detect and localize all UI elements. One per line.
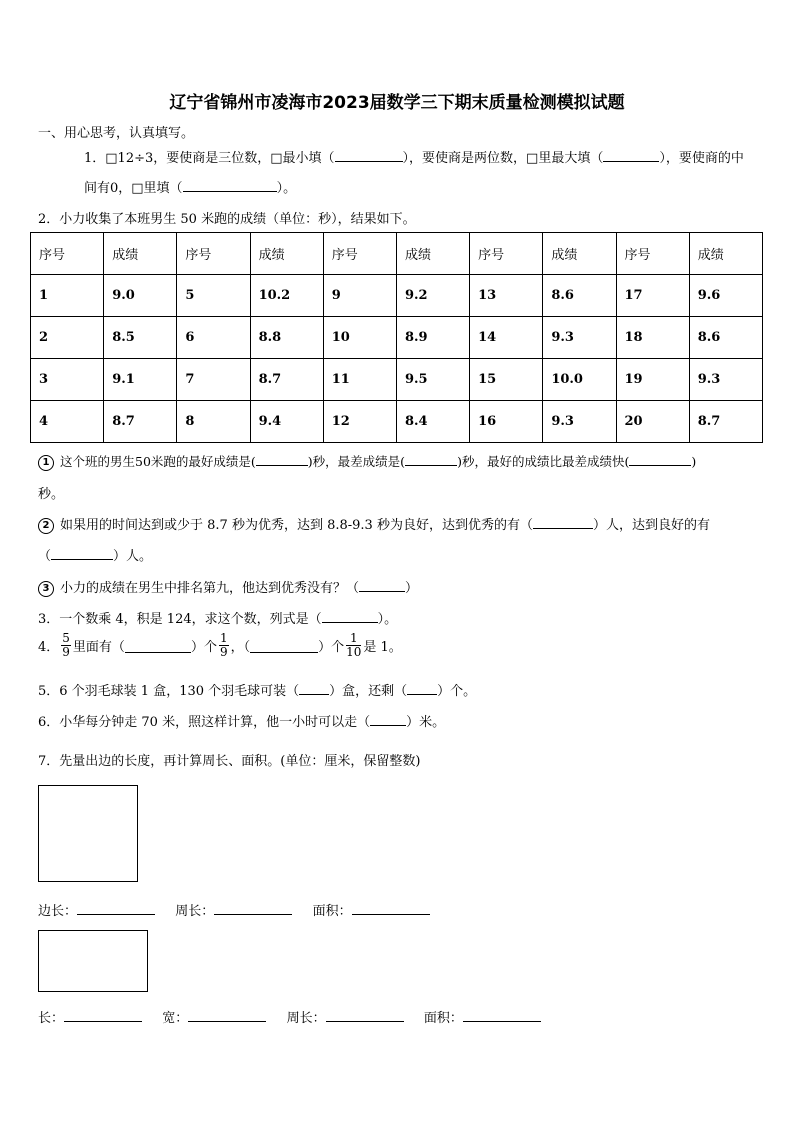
answer-blank[interactable]	[250, 638, 318, 653]
table-cell: 8.9	[396, 317, 469, 359]
q3-text-a: 3．一个数乘 4，积是 124，求这个数，列式是（	[38, 612, 322, 627]
fraction-denominator: 10	[346, 645, 362, 659]
question-4	[38, 632, 402, 659]
perimeter-label: 周长：	[175, 904, 215, 919]
sub2-text-a: 如果用的时间达到或少于 8.7 秒为优秀，达到 8.8-9.3 秒为良好，达到优秀的有（	[60, 518, 533, 533]
header-cell: 序号	[323, 233, 396, 275]
table-cell: 9.1	[104, 359, 177, 401]
answer-blank[interactable]	[370, 711, 406, 726]
rectangle-figure	[38, 930, 148, 992]
question-2-sub-2	[38, 514, 710, 534]
answer-blank[interactable]	[256, 451, 308, 466]
q6-text-a: 6．小华每分钟走 70 米，照这样计算，他一小时可以走（	[38, 715, 371, 730]
q4-text-c: ）个	[190, 640, 217, 655]
page-title: 辽宁省锦州市凌海市2023届数学三下期末质量检测模拟试题	[169, 93, 625, 113]
sub1-text-b: )秒，最差成绩是(	[307, 454, 406, 469]
sub2-text-d: ）人。	[113, 549, 153, 564]
circled-number-badge: 3	[38, 581, 54, 597]
table-cell: 9.6	[689, 275, 762, 317]
sub2-text-c: （	[38, 549, 52, 564]
answer-blank[interactable]	[629, 451, 691, 466]
q4-text-e: ）个	[318, 640, 345, 655]
q6-text-b: ）米。	[406, 715, 446, 730]
header-cell: 序号	[616, 233, 689, 275]
question-7-intro: 7．先量出边的长度，再计算周长、面积。(单位：厘米，保留整数)	[38, 754, 421, 769]
answer-blank[interactable]	[603, 147, 659, 162]
table-header-row	[31, 233, 763, 275]
header-cell: 序号	[31, 233, 104, 275]
circled-number-badge: 2	[38, 518, 54, 534]
question-2-intro: 2．小力收集了本班男生 50 米跑的成绩（单位：秒），结果如下。	[38, 212, 416, 227]
sub3-text-b: ）	[405, 581, 419, 596]
q4-text-a: 4．	[38, 640, 60, 655]
header-cell: 成绩	[396, 233, 469, 275]
header-cell: 序号	[470, 233, 543, 275]
answer-blank[interactable]	[322, 608, 378, 623]
table-cell: 8	[177, 401, 250, 443]
table-cell: 18	[616, 317, 689, 359]
table-row	[31, 359, 763, 401]
fraction-denominator: 9	[219, 645, 228, 659]
sub3-text-a: 小力的成绩在男生中排名第九，他达到优秀没有？（	[60, 581, 360, 596]
table-cell: 8.7	[250, 359, 323, 401]
table-cell: 17	[616, 275, 689, 317]
answer-blank[interactable]	[51, 545, 113, 560]
table-cell: 12	[323, 401, 396, 443]
table-cell: 8.5	[104, 317, 177, 359]
question-2-sub-2-cont	[38, 545, 152, 564]
header-cell: 成绩	[689, 233, 762, 275]
question-2-sub-1	[38, 451, 696, 471]
table-cell: 8.6	[689, 317, 762, 359]
table-cell: 7	[177, 359, 250, 401]
table-cell: 10	[323, 317, 396, 359]
table-cell: 6	[177, 317, 250, 359]
table-cell: 4	[31, 401, 104, 443]
table-cell: 1	[31, 275, 104, 317]
question-1-line-1	[84, 147, 744, 166]
fraction-5-9	[61, 632, 71, 659]
question-2-sub-1-cont: 秒。	[38, 487, 65, 502]
table-cell: 9	[323, 275, 396, 317]
table-cell: 8.8	[250, 317, 323, 359]
question-2-sub-3	[38, 577, 418, 597]
table-cell: 3	[31, 359, 104, 401]
table-cell: 9.0	[104, 275, 177, 317]
sub1-text-a: 这个班的男生50米跑的最好成绩是(	[60, 454, 256, 469]
fraction-1-10	[346, 632, 361, 659]
scores-table	[30, 232, 763, 443]
fraction-numerator: 1	[219, 631, 228, 645]
table-cell: 8.7	[104, 401, 177, 443]
q1-text-c: ），要使商的中	[659, 151, 744, 166]
table-cell: 11	[323, 359, 396, 401]
q3-text-b: ）。	[377, 612, 398, 627]
table-cell: 10.2	[250, 275, 323, 317]
perimeter-label: 周长：	[286, 1011, 326, 1026]
square-measure-line	[38, 900, 430, 919]
table-cell: 9.2	[396, 275, 469, 317]
q5-text-b: ）盒，还剩（	[329, 684, 408, 699]
header-cell: 序号	[177, 233, 250, 275]
sub1-text-d: )	[691, 454, 697, 469]
question-6	[38, 711, 445, 730]
table-row	[31, 401, 763, 443]
answer-blank[interactable]	[352, 900, 430, 915]
q1-text-b: ），要使商是两位数，□里最大填（	[402, 151, 604, 166]
rectangle-measure-line	[38, 1007, 541, 1026]
answer-blank[interactable]	[214, 900, 292, 915]
table-cell: 15	[470, 359, 543, 401]
area-label: 面积：	[423, 1011, 463, 1026]
sub1-text-c: )秒，最好的成绩比最差成绩快(	[457, 454, 630, 469]
table-cell: 8.7	[689, 401, 762, 443]
table-cell: 2	[31, 317, 104, 359]
q4-text-b: 里面有（	[72, 640, 125, 655]
sub2-text-b: ）人，达到良好的有	[592, 518, 710, 533]
table-row	[31, 317, 763, 359]
table-cell: 9.3	[543, 317, 616, 359]
table-cell: 9.3	[689, 359, 762, 401]
table-cell: 19	[616, 359, 689, 401]
table-cell: 9.4	[250, 401, 323, 443]
q5-text-a: 5．6 个羽毛球装 1 盒，130 个羽毛球可装（	[38, 684, 300, 699]
table-cell: 16	[470, 401, 543, 443]
q4-text-f: 是 1。	[363, 640, 402, 655]
answer-blank[interactable]	[188, 1007, 266, 1022]
answer-blank[interactable]	[77, 900, 155, 915]
fraction-1-9	[219, 632, 229, 659]
area-label: 面积：	[312, 904, 352, 919]
side-label: 边长：	[38, 904, 78, 919]
answer-blank[interactable]	[326, 1007, 404, 1022]
table-cell: 8.6	[543, 275, 616, 317]
table-cell: 9.5	[396, 359, 469, 401]
answer-blank[interactable]	[463, 1007, 541, 1022]
table-cell: 14	[470, 317, 543, 359]
answer-blank[interactable]	[405, 451, 457, 466]
circled-number-badge: 1	[38, 455, 54, 471]
answer-blank[interactable]	[533, 514, 593, 529]
table-cell: 9.3	[543, 401, 616, 443]
question-5	[38, 680, 476, 699]
fraction-numerator: 1	[346, 632, 361, 646]
table-cell: 8.4	[396, 401, 469, 443]
square-figure	[38, 785, 138, 882]
table-cell: 20	[616, 401, 689, 443]
answer-blank[interactable]	[407, 680, 437, 695]
fraction-numerator: 5	[62, 631, 70, 645]
q1-text-e: ）。	[276, 181, 297, 196]
q1-text-d: 间有0，□里填（	[84, 181, 183, 196]
header-cell: 成绩	[104, 233, 177, 275]
answer-blank[interactable]	[299, 680, 329, 695]
table-cell: 13	[470, 275, 543, 317]
table-row	[31, 275, 763, 317]
header-cell: 成绩	[250, 233, 323, 275]
header-cell: 成绩	[543, 233, 616, 275]
table-cell: 10.0	[543, 359, 616, 401]
table-cell: 5	[177, 275, 250, 317]
question-3	[38, 608, 397, 627]
answer-blank[interactable]	[64, 1007, 142, 1022]
answer-blank[interactable]	[183, 177, 277, 192]
section-heading: 一、用心思考，认真填写。	[38, 126, 195, 141]
width-label: 宽：	[162, 1011, 189, 1026]
question-1-line-2	[84, 177, 296, 196]
q1-text-a: 1．□12÷3，要使商是三位数，□最小填（	[84, 151, 335, 166]
answer-blank[interactable]	[359, 577, 405, 592]
fraction-denominator: 9	[62, 645, 70, 659]
length-label: 长：	[38, 1011, 65, 1026]
answer-blank[interactable]	[335, 147, 403, 162]
q4-text-d: ，（	[230, 640, 251, 655]
q5-text-c: ）个。	[437, 684, 477, 699]
answer-blank[interactable]	[125, 638, 191, 653]
